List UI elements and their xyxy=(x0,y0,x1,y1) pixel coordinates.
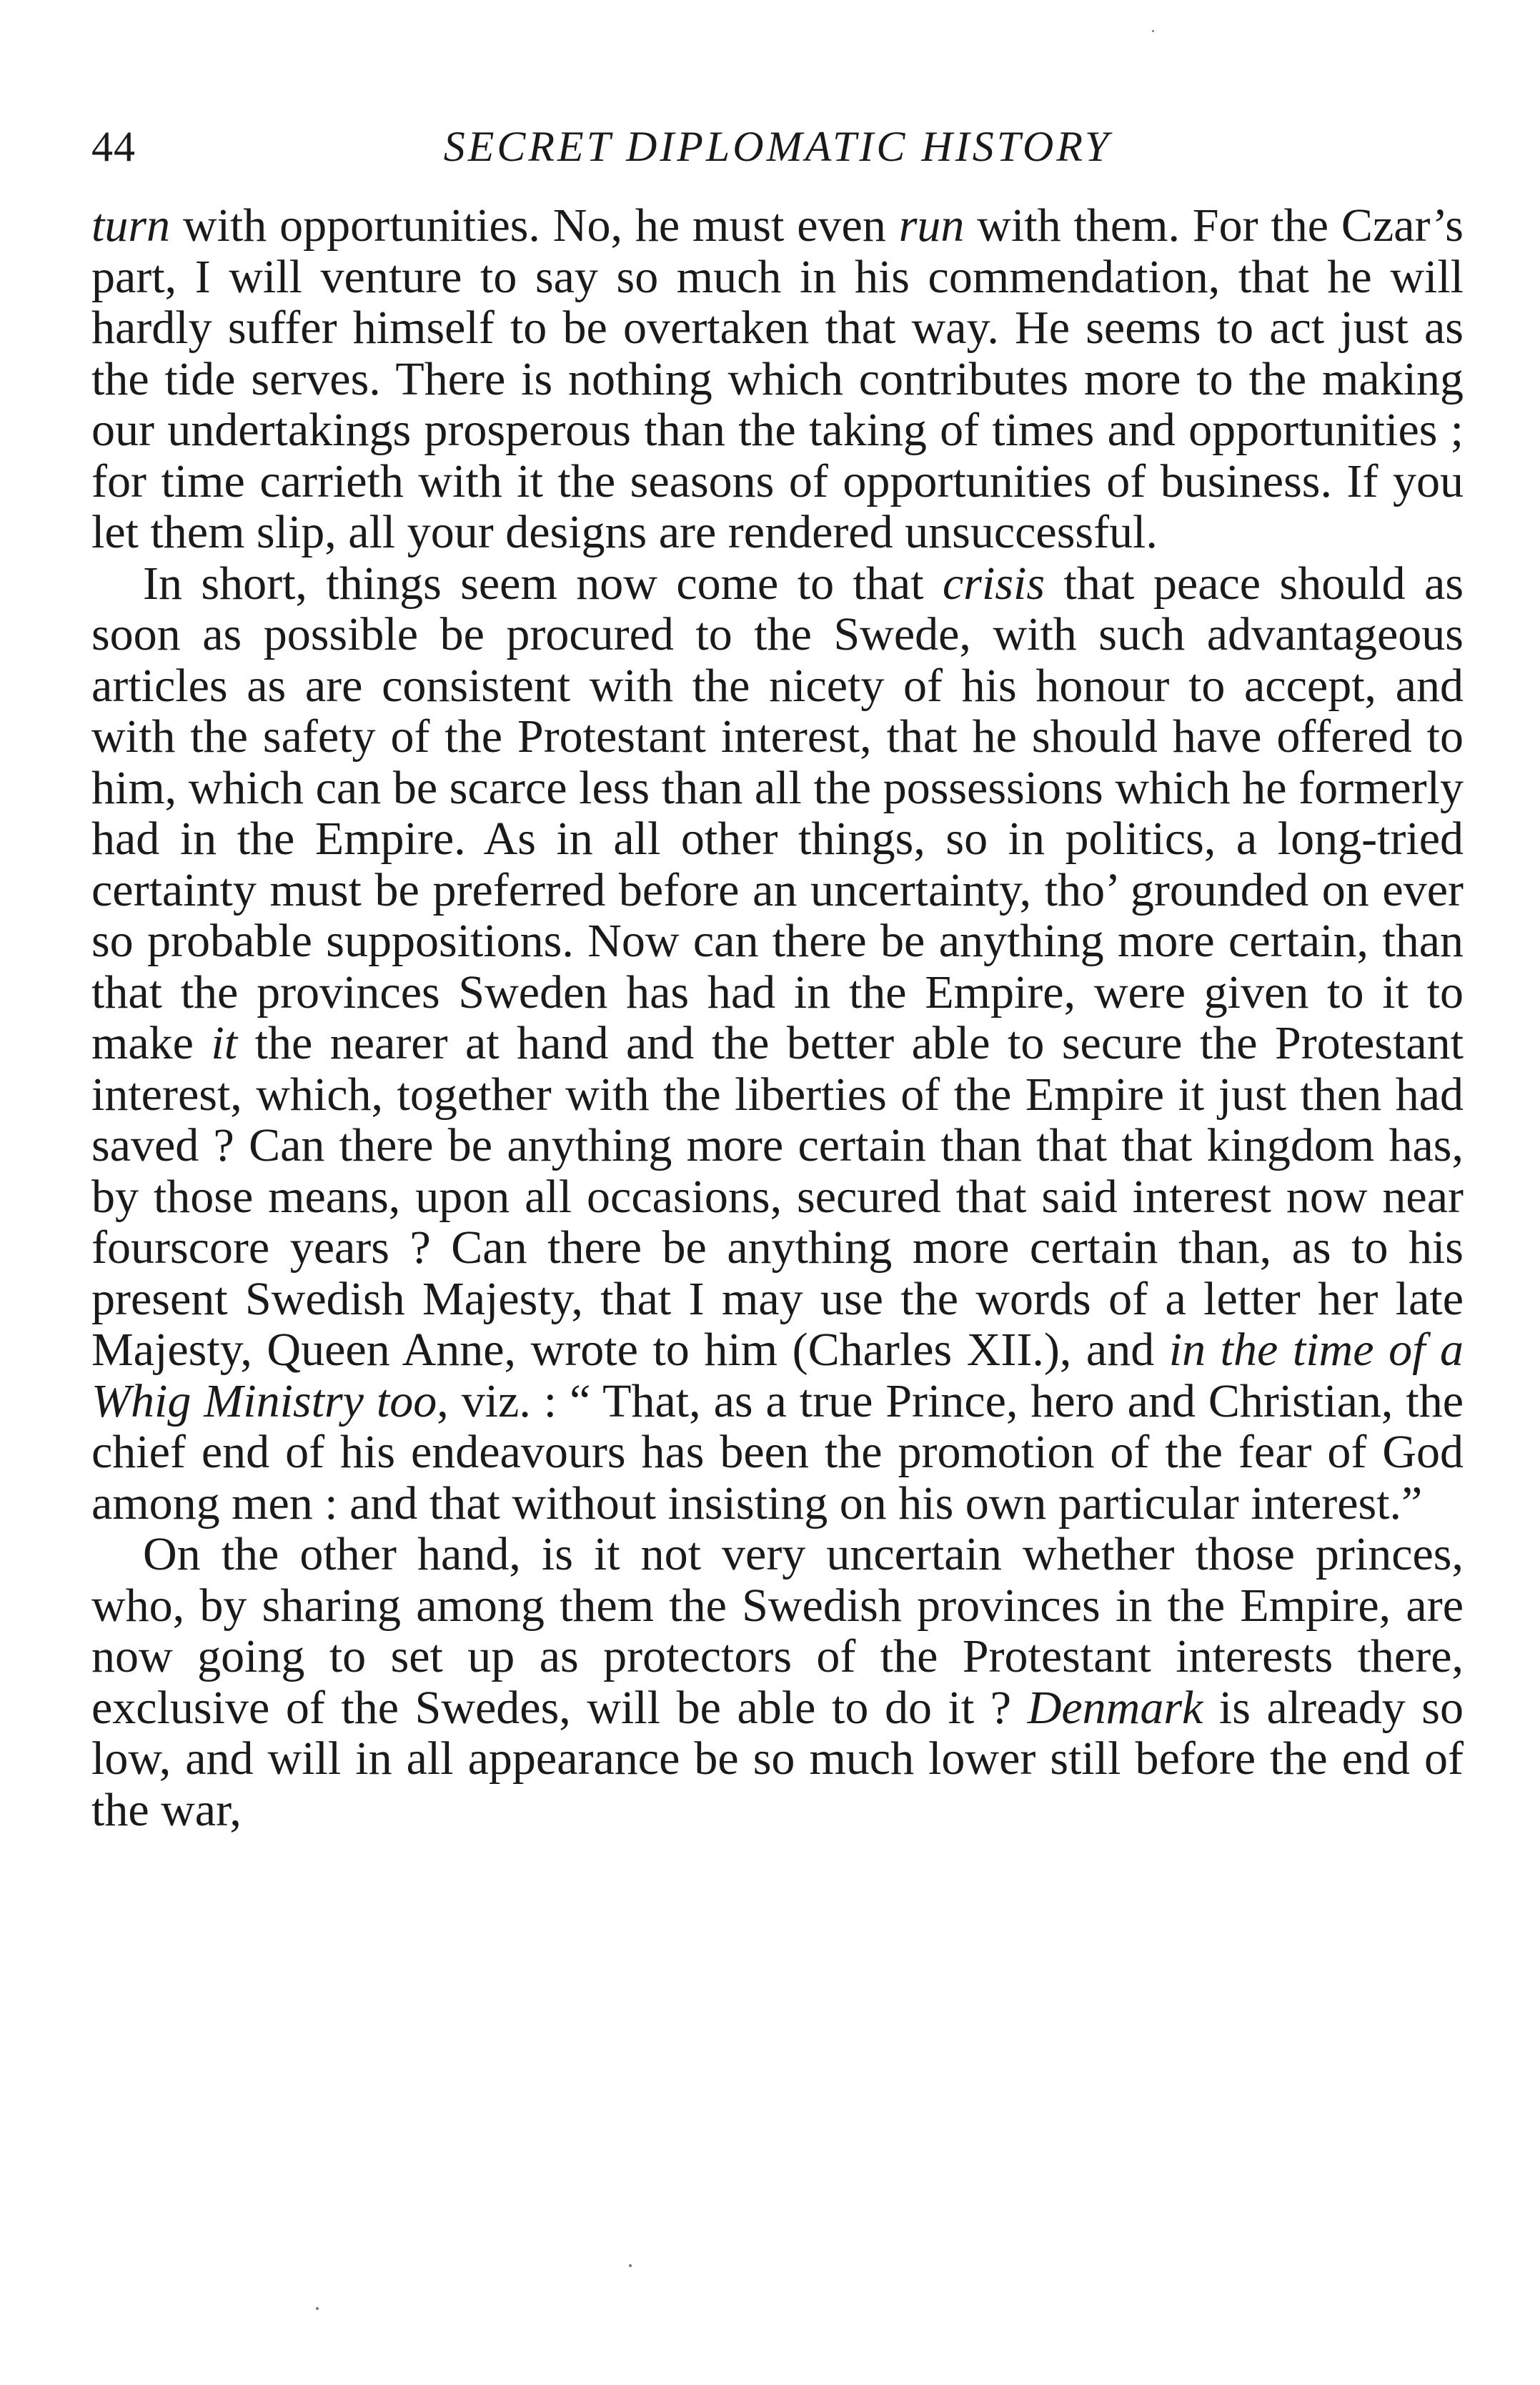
paragraph-2 xyxy=(91,558,1464,1529)
paragraph-1 xyxy=(91,200,1464,558)
text-run: Denmark xyxy=(1027,1681,1203,1734)
text-run: On the other hand, is it not very uncertain whether those princes, who, by sharing among them the Swedish provinces in the Empire, are now going to set up as protectors of the Protestant interests there, exclusive of the Swedes, will be able to do it ? xyxy=(91,1528,1464,1734)
running-title: SECRET DIPLOMATIC HISTORY xyxy=(443,123,1112,170)
paper-speck xyxy=(316,2307,319,2310)
page-number: 44 xyxy=(91,123,136,170)
text-run: In short, things seem now come to that xyxy=(143,557,943,610)
paper-speck xyxy=(629,2264,632,2267)
paragraph-3 xyxy=(91,1529,1464,1835)
text-run: it xyxy=(211,1017,238,1069)
text-run: is already so low, and will in all appearance be so much lower still before the end of the war, xyxy=(91,1681,1464,1836)
text-run: , viz. : “ That, as a true Prince, hero and Christian, the chief end of his endeavours has been the promotion of the fear of God among men : and that without insisting on his own particular interest.” xyxy=(91,1374,1464,1529)
paper-speck xyxy=(1152,30,1154,32)
text-run: with opportunities. No, he must even xyxy=(170,199,899,252)
text-run: turn xyxy=(91,199,171,252)
text-run: crisis xyxy=(943,557,1045,610)
text-run: run xyxy=(898,199,965,252)
page-header xyxy=(91,118,1464,175)
text-run: that peace should as soon as possible be procured to the Swede, with such advantageous articles as are consistent with the nicety of his honour to accept, and with the safety of the Protestant interest, that he should have offered to him, which can be scarce less than all the possessions which he formerly had in the Empire. As in all other things, so in politics, a long-tried certainty must be preferred before an uncertainty, tho’ grounded on ever so probable suppositions. Now can there be anything more certain, than that the provinces Sweden has had in the Empire, were given to it to make xyxy=(91,557,1464,1069)
text-run: with them. For the Czar’s part, I will venture to say so much in his commendation, that he will hardly suffer himself to be overtaken that way. He seems to act just as the tide serves. There is nothing which contributes more to the making our undertakings prosperous than the taking of times and opportunities ; for time carrieth with it the seasons of opportunities of business. If you let them slip, all your designs are rendered unsuccessful. xyxy=(91,199,1464,558)
body-text xyxy=(91,200,1464,1835)
text-run: the nearer at hand and the better able to secure the Protestant interest, which, together with the liberties of the Empire it just then had saved ? Can there be anything more certain than that that kingdom has, by those means, upon all occasions, secured that said interest now near fourscore years ? Can there be anything more certain than, as to his present Swedish Majesty, that I may use the words of a letter her late Majesty, Queen Anne, wrote to him (Charles XII.), and xyxy=(91,1017,1464,1376)
text-run: in the time of a Whig Ministry too xyxy=(91,1324,1464,1427)
